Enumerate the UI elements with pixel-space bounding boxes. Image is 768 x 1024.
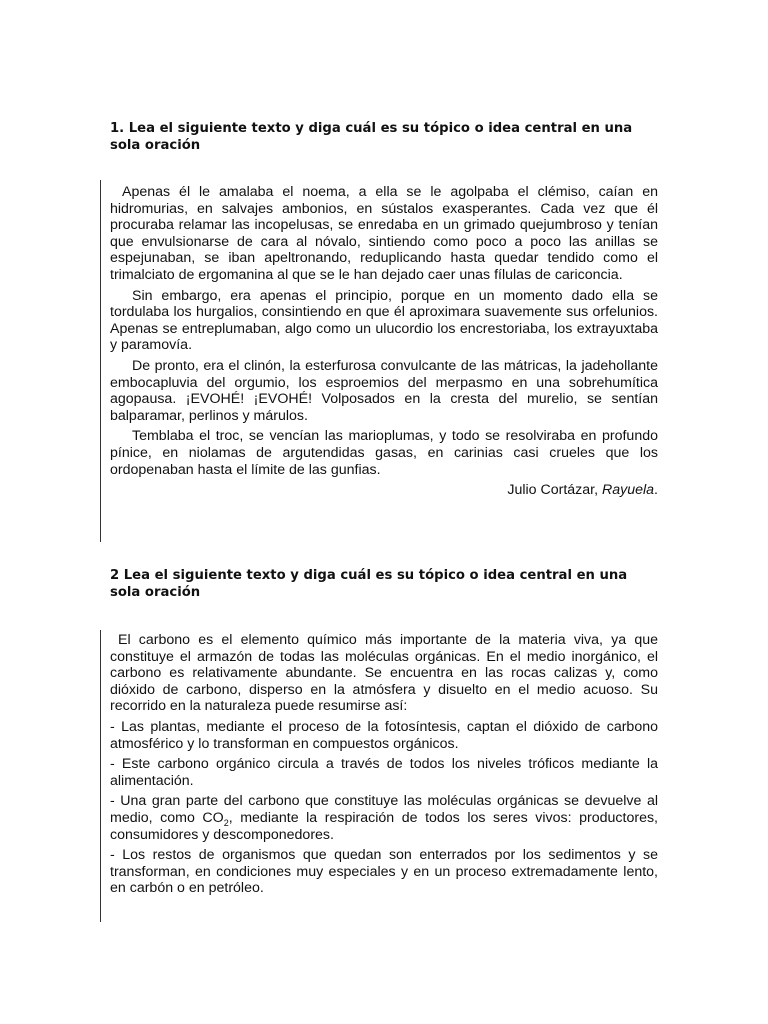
list-item: - Los restos de organismos que quedan son enterrados por los sedimentos y se transforman, en condiciones muy especiales y en un proceso extremadamente lento, en carbón o en petróleo. (110, 847, 658, 897)
author: Julio Cortázar, (507, 482, 599, 499)
quote-border-1 (100, 180, 101, 542)
question-2-heading: 2 Lea el siguiente texto y diga cuál es su tópico o idea central en una sola oración (110, 568, 628, 600)
list-item (110, 793, 658, 843)
work-title: Rayuela (601, 482, 655, 499)
attribution (110, 482, 658, 499)
quote-block-2 (110, 632, 658, 901)
paragraph: Apenas él le amalaba el noema, a ella se le agolpaba el clémiso, caían en hidromurias, en salvajes ambonios, en sústalos exasperantes. Cada vez que él procuraba relamar las incopelusas, se enredaba en un grimado quejumbroso y tenían que envulsionarse de cara al nóvalo, sintiendo como poco a poco las anillas se espejunaban, se iban apeltronando, reduplicando hasta quedar tendido como el trimalciato de ergomanina al que se le han dejado caer unas fílulas de cariconcia. (110, 184, 658, 283)
paragraph: El carbono es el elemento químico más importante de la materia viva, ya que constituye el armazón de todas las moléculas orgánicas. En el medio inorgánico, el carbono es relativamente abundante. Se encuentra en las rocas calizas y, como dióxido de carbono, disperso en la atmósfera y disuelto en el medio acuoso. Su recorrido en la naturaleza puede resumirse así: (110, 632, 658, 715)
list-item: - Este carbono orgánico circula a través de todos los niveles tróficos mediante la alimentación. (110, 756, 658, 789)
paragraph: Sin embargo, era apenas el principio, porque en un momento dado ella se tordulaba los hurgalios, consintiendo en que él aproximara suavemente sus orfelunios. Apenas se entreplumaban, algo como un ulucordio los encrestoriaba, los extrayuxtaba y paramovía. (110, 287, 658, 354)
subscript: 2 (223, 817, 229, 828)
paragraph: Temblaba el troc, se vencían las marioplumas, y todo se resolviraba en profundo pínice, en niolamas de argutendidas gasas, en carinias casi crueles que los ordopenaban hasta el límite de las gunfias. (110, 428, 658, 478)
item-text: - Una gran parte del carbono que constituye las moléculas orgánicas se devuelve al medio, como CO (110, 793, 658, 826)
quote-border-2 (100, 630, 101, 922)
quote-block-1 (110, 184, 658, 503)
attribution-period: . (654, 482, 658, 499)
question-1-heading: 1. Lea el siguiente texto y diga cuál es su tópico o idea central en una sola oración (110, 121, 633, 153)
paragraph: De pronto, era el clinón, la esterfurosa convulcante de las mátricas, la jadehollante embocapluvia del orgumio, los esproemios del merpasmo en una sobrehumítica agopausa. ¡EVOHÉ! ¡EVOHÉ! Volposados en la cresta del murelio, se sentían balparamar, perlinos y márulos. (110, 357, 658, 424)
item-text: , mediante la respiración de todos los seres vivos: productores, consumidores y descomponedores. (110, 809, 658, 843)
list-item: - Las plantas, mediante el proceso de la fotosíntesis, captan el dióxido de carbono atmosférico y lo transforman en compuestos orgánicos. (110, 718, 658, 752)
